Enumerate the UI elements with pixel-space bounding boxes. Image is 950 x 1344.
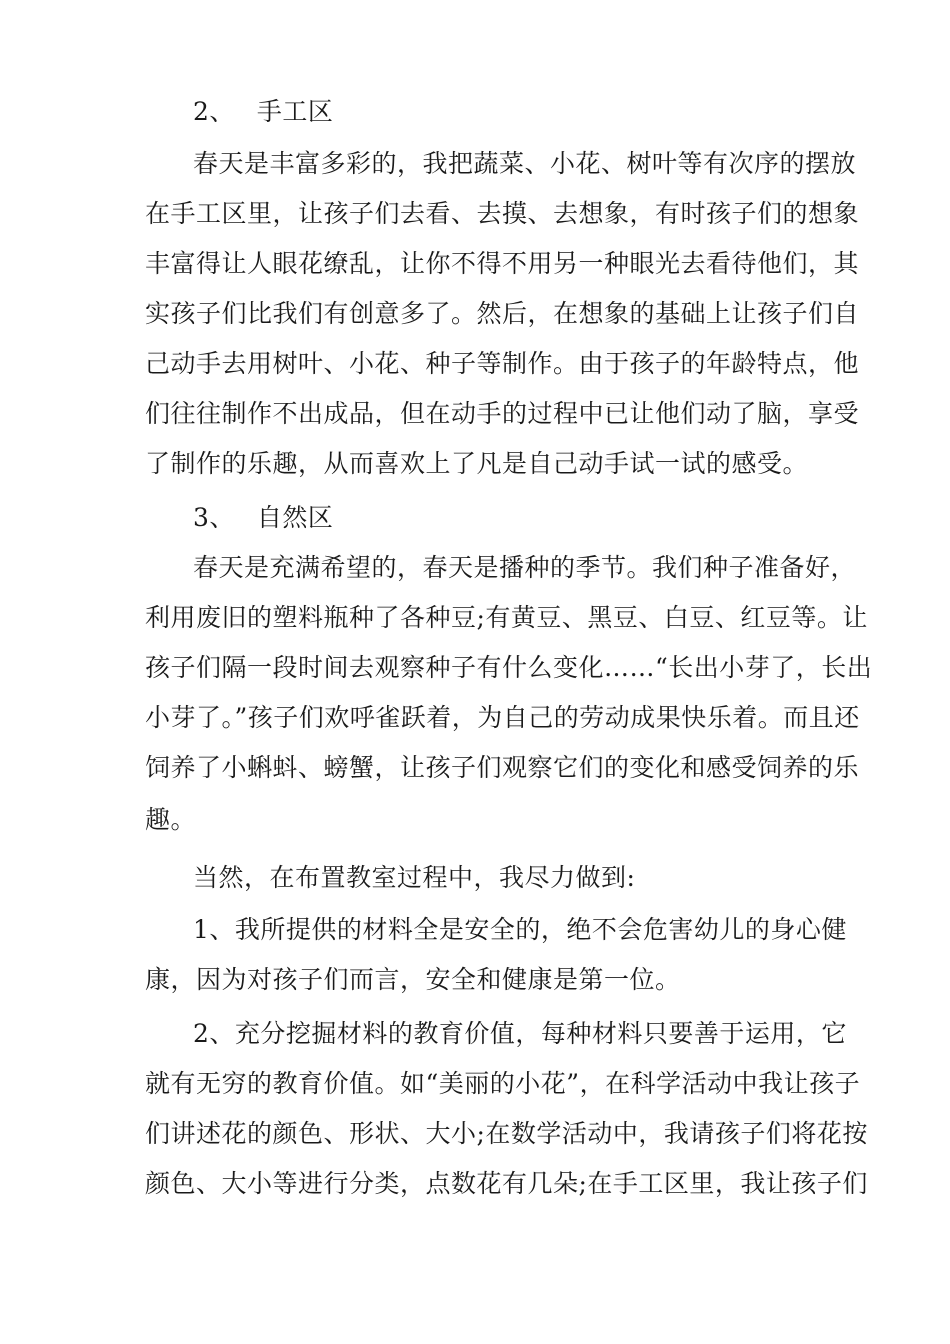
point-line: 康，因为对孩子们而言，安全和健康是第一位。	[145, 965, 681, 994]
paragraph-line: 丰富得让人眼花缭乱，让你不得不用另一种眼光去看待他们，其	[145, 249, 860, 278]
section-number: 3、	[193, 503, 235, 532]
section-number: 2、	[193, 97, 235, 126]
paragraph-line: 春天是丰富多彩的，我把蔬菜、小花、树叶等有次序的摆放	[193, 149, 857, 178]
section-heading-nature	[193, 503, 863, 533]
paragraph-line: 实孩子们比我们有创意多了。然后，在想象的基础上让孩子们自	[145, 299, 860, 328]
paragraph-line: 孩子们隔一段时间去观察种子有什么变化……“长出小芽了，长出	[145, 653, 873, 682]
point-line: 颜色、大小等进行分类，点数花有几朵;在手工区里，我让孩子们	[145, 1169, 868, 1198]
paragraph-line: 了制作的乐趣，从而喜欢上了凡是自己动手试一试的感受。	[145, 449, 809, 478]
intro-line: 当然，在布置教室过程中，我尽力做到:	[193, 863, 636, 892]
paragraph-line: 春天是充满希望的，春天是播种的季节。我们种子准备好，	[193, 553, 857, 582]
paragraph-line: 饲养了小蝌蚪、螃蟹，让孩子们观察它们的变化和感受饲养的乐	[145, 753, 860, 782]
section-heading-handcraft	[193, 97, 863, 127]
paragraph-line: 小芽了。”孩子们欢呼雀跃着，为自己的劳动成果快乐着。而且还	[145, 703, 860, 732]
section-title: 手工区	[256, 97, 334, 126]
paragraph-line: 己动手去用树叶、小花、种子等制作。由于孩子的年龄特点，他	[145, 349, 860, 378]
paragraph-line: 利用废旧的塑料瓶种了各种豆;有黄豆、黑豆、白豆、红豆等。让	[145, 603, 868, 632]
section-title: 自然区	[256, 503, 334, 532]
paragraph-line: 们往往制作不出成品，但在动手的过程中已让他们动了脑，享受	[145, 399, 860, 428]
point-line: 们讲述花的颜色、形状、大小;在数学活动中，我请孩子们将花按	[145, 1119, 868, 1148]
paragraph-line: 趣。	[145, 805, 197, 834]
point-line: 2、充分挖掘材料的教育价值，每种材料只要善于运用，它	[193, 1019, 847, 1048]
point-line: 1、我所提供的材料全是安全的，绝不会危害幼儿的身心健	[193, 915, 847, 944]
paragraph-line: 在手工区里，让孩子们去看、去摸、去想象，有时孩子们的想象	[145, 199, 860, 228]
point-line: 就有无穷的教育价值。如“美丽的小花”，在科学活动中我让孩子	[145, 1069, 861, 1098]
